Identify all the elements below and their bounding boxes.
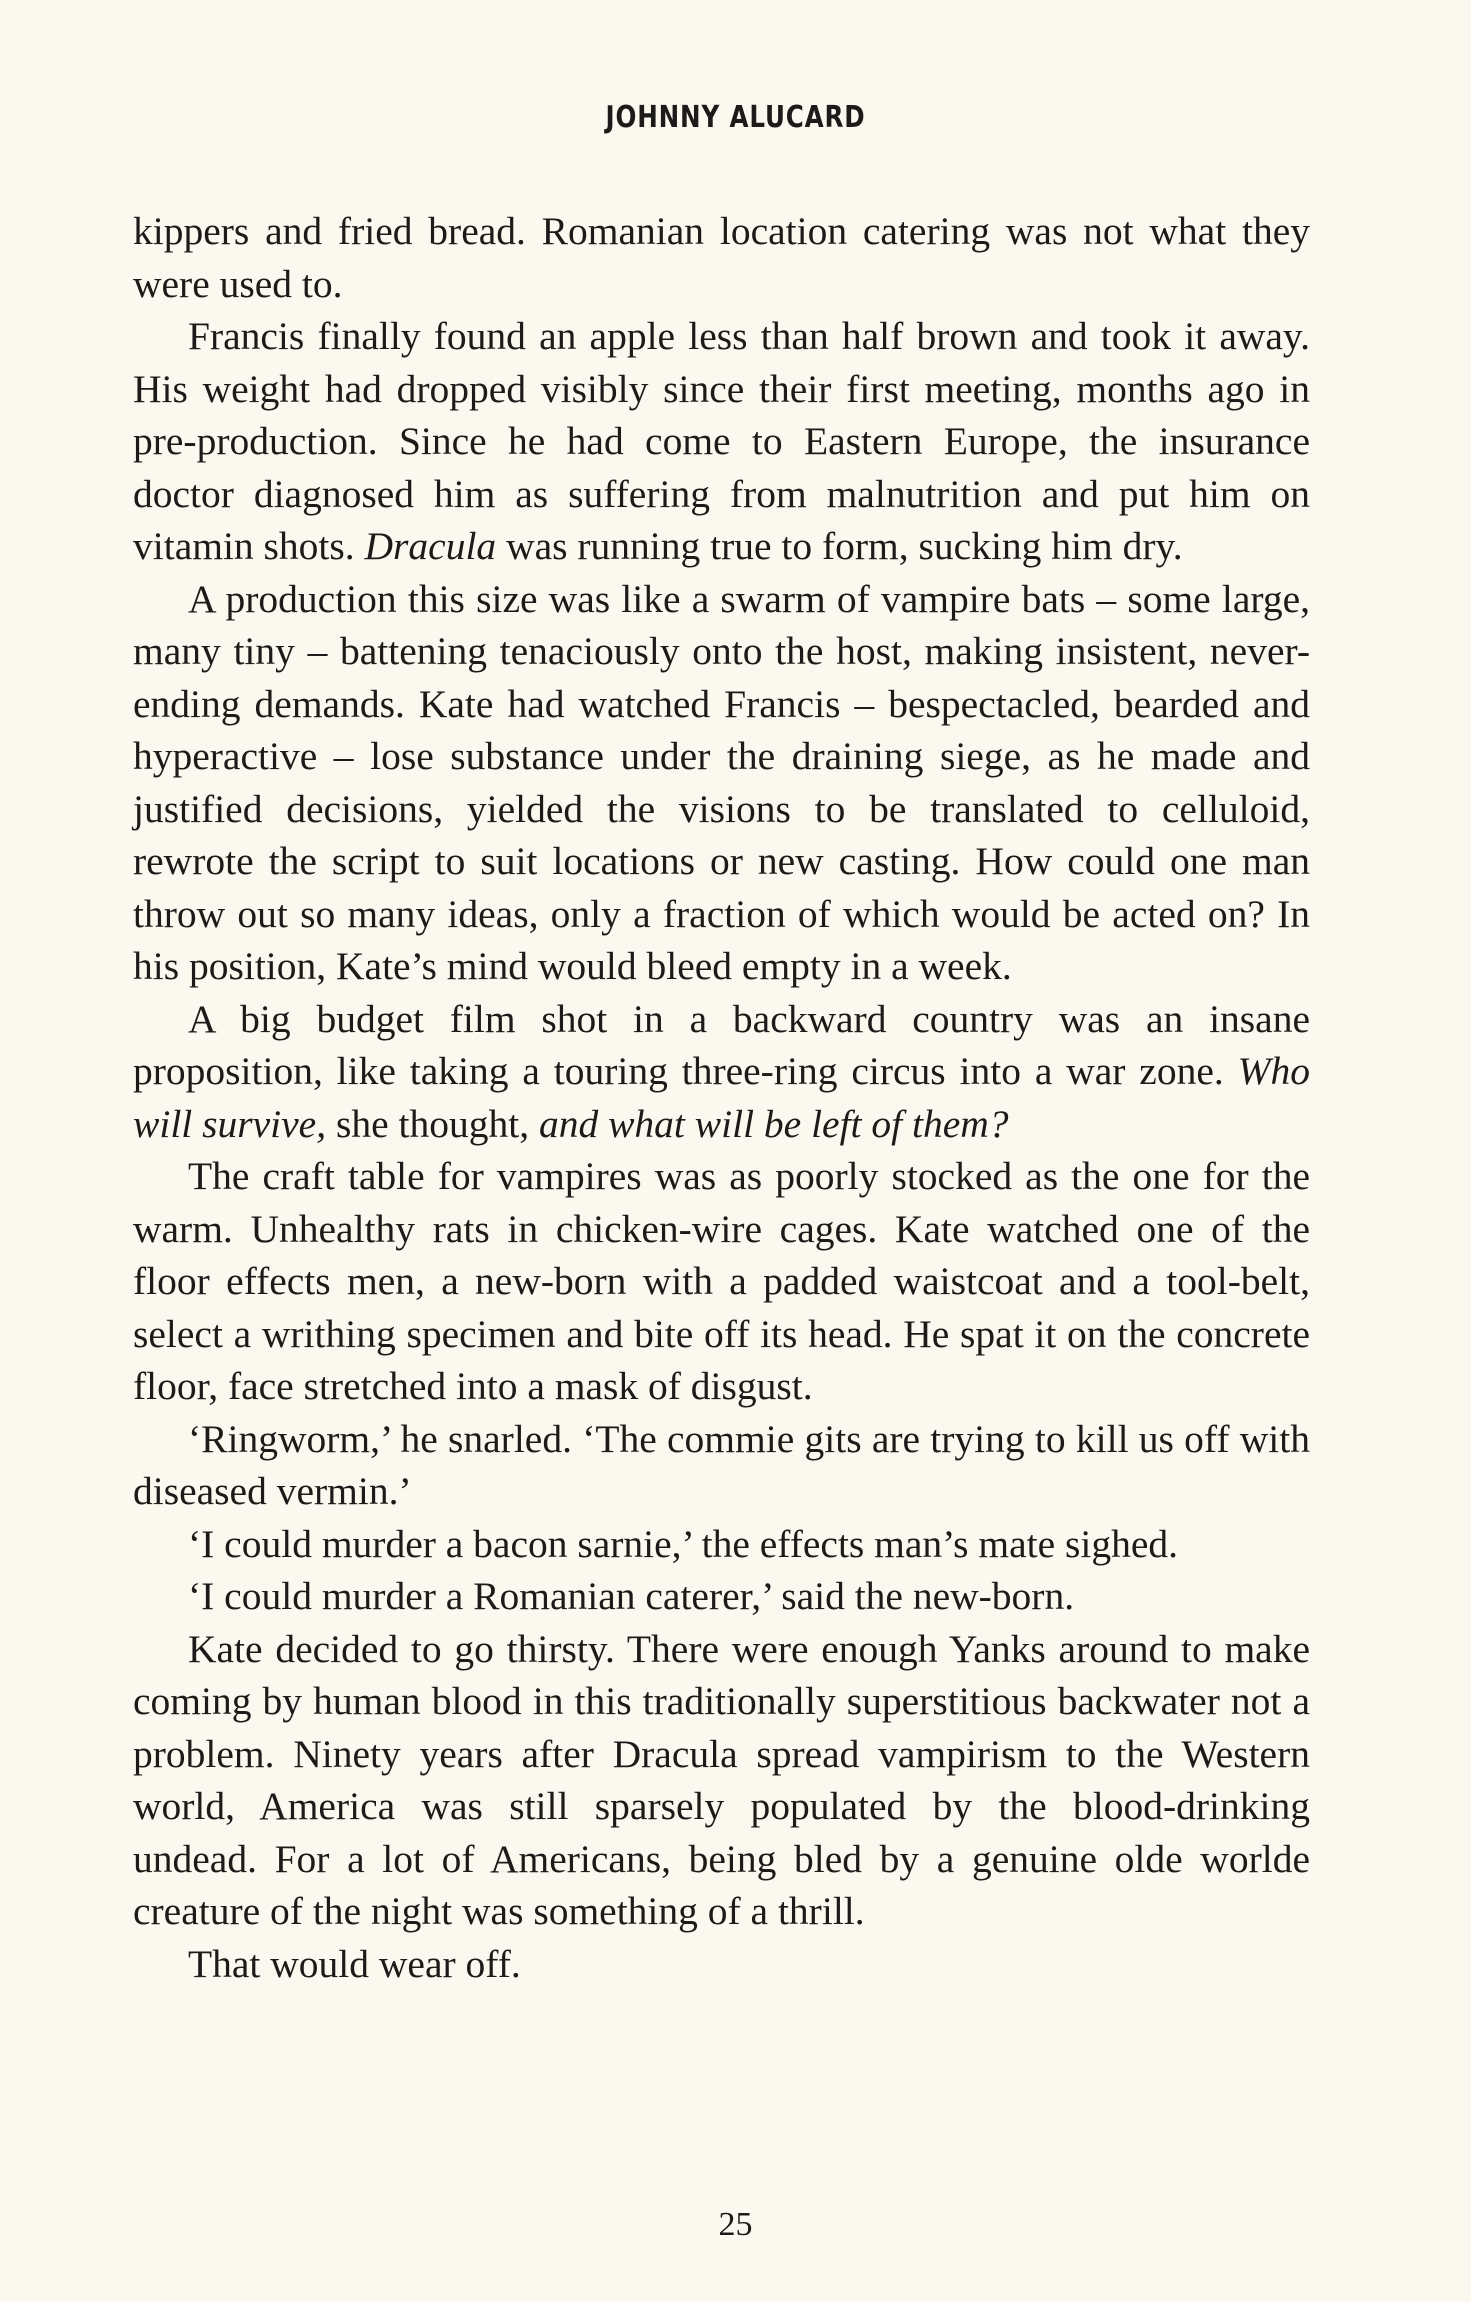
paragraph-text: Francis finally found an apple less than half brown and took it away. His weight had dropped visibly since their first meeting, months ago in pre-production. Since he had come to Eastern Europe, the insurance doctor diagnosed him as suffering from malnutrition and put him on vitamin shots.: [133, 314, 1310, 568]
paragraph-text: kippers and fried bread. Romanian location catering was not what they were used to.: [133, 209, 1310, 306]
paragraph: [133, 573, 1310, 993]
running-head: JOHNNY ALUCARD: [605, 100, 866, 135]
paragraph-text: she thought,: [335, 1101, 530, 1146]
italic-thought: and what will be left of them?: [538, 1101, 1009, 1146]
paragraph-text: That would wear off.: [188, 1941, 521, 1986]
paragraph: [133, 310, 1310, 573]
paragraph-text: ‘I could murder a bacon sarnie,’ the effects man’s mate sighed.: [188, 1521, 1179, 1566]
italic-thought: Who will survive,: [133, 1049, 1311, 1146]
paragraph-text: ‘I could murder a Romanian caterer,’ said the new-born.: [188, 1574, 1075, 1618]
paragraph-text: Kate decided to go thirsty. There were enough Yanks around to make coming by human blood in this traditionally superstitious backwater not a problem. Ninety years after Dracula spread vampirism to the Western world, America was still sparsely populated by the blood-drinking undead. For a lot of Americans, being bled by a genuine olde worlde creature of the night was something of a thrill.: [133, 1626, 1310, 1933]
paragraph: [133, 1518, 1310, 1571]
paragraph-text: A big budget film shot in a backward country was an insane proposition, like taking a touring three-ring circus into a war zone.: [133, 996, 1310, 1093]
paragraph: [133, 1150, 1310, 1413]
paragraph: [133, 1570, 1310, 1623]
paragraph-text: ‘Ringworm,’ he snarled. ‘The commie gits are trying to kill us off with diseased vermin.’: [133, 1416, 1310, 1513]
paragraph-text: A production this size was like a swarm of vampire bats – some large, many tiny – battening tenaciously onto the host, making insistent, never-ending demands. Kate had watched Francis – bespectacled, bearded and hyperactive – lose substance under the draining siege, as he made and justified decisions, yielded the visions to be translated to celluloid, rewrote the script to suit locations or new casting. How could one man throw out so many ideas, only a fraction of which would be acted on? In his position, Kate’s mind would bleed empty in a week.: [133, 576, 1310, 988]
paragraph: [133, 1623, 1310, 1938]
paragraph: [133, 205, 1310, 310]
paragraph-text: was running true to form, sucking him dry.: [506, 524, 1183, 568]
paragraph-text: The craft table for vampires was as poorly stocked as the one for the warm. Unhealthy rats in chicken-wire cages. Kate watched one of the floor effects men, a new-born with a padded waistcoat and a tool-belt, select a writhing specimen and bite off its head. He spat it on the concrete floor, face stretched into a mask of disgust.: [133, 1154, 1310, 1408]
italic-title: Dracula: [364, 524, 497, 568]
page-number: 25: [718, 2206, 753, 2243]
paragraph: [133, 1938, 1310, 1991]
paragraph: [133, 1413, 1310, 1518]
body-text: [133, 205, 1310, 1990]
paragraph: [133, 993, 1310, 1151]
